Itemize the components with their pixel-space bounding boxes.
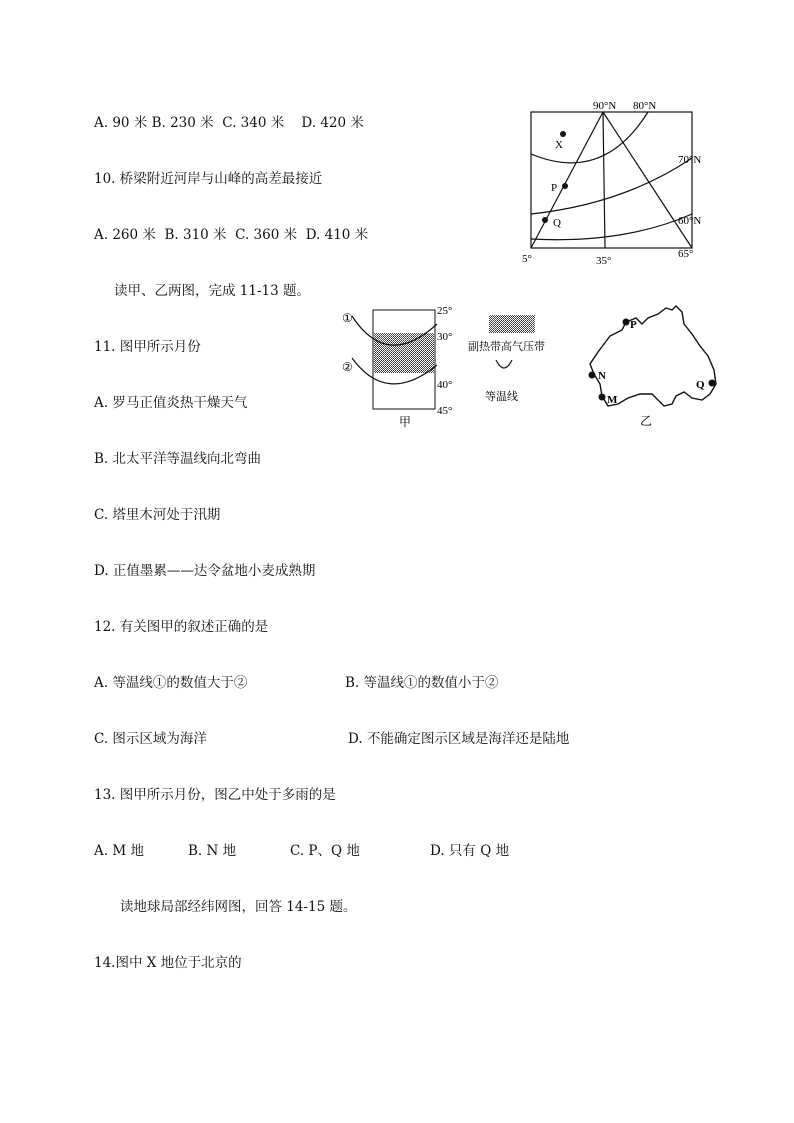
q13-option-d: D. 只有 Q 地 [430, 843, 510, 859]
point-p-marker [623, 319, 630, 326]
isotherm-1-label: ① [342, 311, 353, 325]
intro-11-13: 读甲、乙两图，完成 11-13 题。 [114, 283, 311, 299]
point-m-label: M [607, 394, 618, 406]
label-60n: 60°N [678, 215, 702, 227]
q12-option-c: C. 图示区域为海洋 [94, 731, 207, 747]
point-p-marker [562, 183, 568, 189]
q11-option-d: D. 正值墨累——达令盆地小麦成熟期 [94, 563, 316, 579]
figure-jia-caption: 甲 [399, 415, 412, 429]
q12-option-a: A. 等温线①的数值大于② [94, 675, 248, 691]
legend-isotherm-label: 等温线 [485, 391, 518, 403]
label-5: 5° [522, 253, 532, 265]
point-x-marker [560, 131, 566, 137]
point-q-marker [709, 380, 716, 387]
label-80n: 80°N [633, 100, 657, 112]
label-90n: 90°N [593, 100, 617, 112]
q13-option-c: C. P、Q 地 [290, 843, 360, 859]
question-12: 12. 有关图甲的叙述正确的是 [94, 619, 269, 635]
point-q-label: Q [696, 379, 705, 391]
point-n-label: N [598, 370, 606, 382]
q12-option-b: B. 等温线①的数值小于② [345, 675, 499, 691]
legend-isotherm-symbol [496, 360, 512, 368]
q11-option-b: B. 北太平洋等温线向北弯曲 [94, 451, 262, 467]
australia-outline [590, 306, 716, 406]
point-x-label: X [555, 139, 563, 151]
q12-option-d: D. 不能确定图示区域是海洋还是陆地 [348, 731, 570, 747]
q11-option-a: A. 罗马正值炎热干燥天气 [94, 395, 248, 411]
q13-option-b: B. N 地 [188, 843, 237, 859]
figure-yi [578, 300, 728, 430]
figure-yi-caption: 乙 [640, 414, 653, 428]
question-14: 14.图中 X 地位于北京的 [94, 955, 242, 971]
point-q-label: Q [553, 217, 561, 229]
isotherm-2-label: ② [342, 360, 353, 374]
legend-high-pressure-swatch [489, 315, 535, 333]
lat-45-label: 45° [437, 405, 453, 417]
label-35: 35° [596, 255, 612, 266]
question-11: 11. 图甲所示月份 [94, 339, 201, 355]
q13-option-a: A. M 地 [94, 843, 144, 859]
q10-options: A. 260 米 B. 310 米 C. 360 米 D. 410 米 [94, 227, 369, 243]
question-13: 13. 图甲所示月份，图乙中处于多雨的是 [94, 787, 336, 803]
point-n-marker [589, 372, 596, 379]
question-10: 10. 桥梁附近河岸与山峰的高差最接近 [94, 171, 323, 187]
point-m-marker [599, 394, 606, 401]
q9-options: A. 90 米 B. 230 米 C. 340 米 D. 420 米 [94, 115, 364, 131]
lat-40-label: 40° [437, 379, 453, 391]
point-q-marker [542, 217, 548, 223]
label-70n: 70°N [678, 154, 702, 166]
point-p-label: P [630, 319, 637, 331]
intro-14-15: 读地球局部经纬网图，回答 14-15 题。 [120, 899, 357, 915]
figure-jia [337, 300, 567, 430]
q11-option-c: C. 塔里木河处于汛期 [94, 507, 221, 523]
graticule-map [514, 96, 714, 266]
label-65: 65° [678, 248, 694, 260]
point-p-label: P [551, 182, 558, 194]
lat-25-label: 25° [437, 305, 453, 317]
lat-30-label: 30° [437, 331, 453, 343]
high-pressure-band [374, 333, 434, 373]
legend-high-pressure-label: 副热带高气压带 [468, 341, 545, 353]
